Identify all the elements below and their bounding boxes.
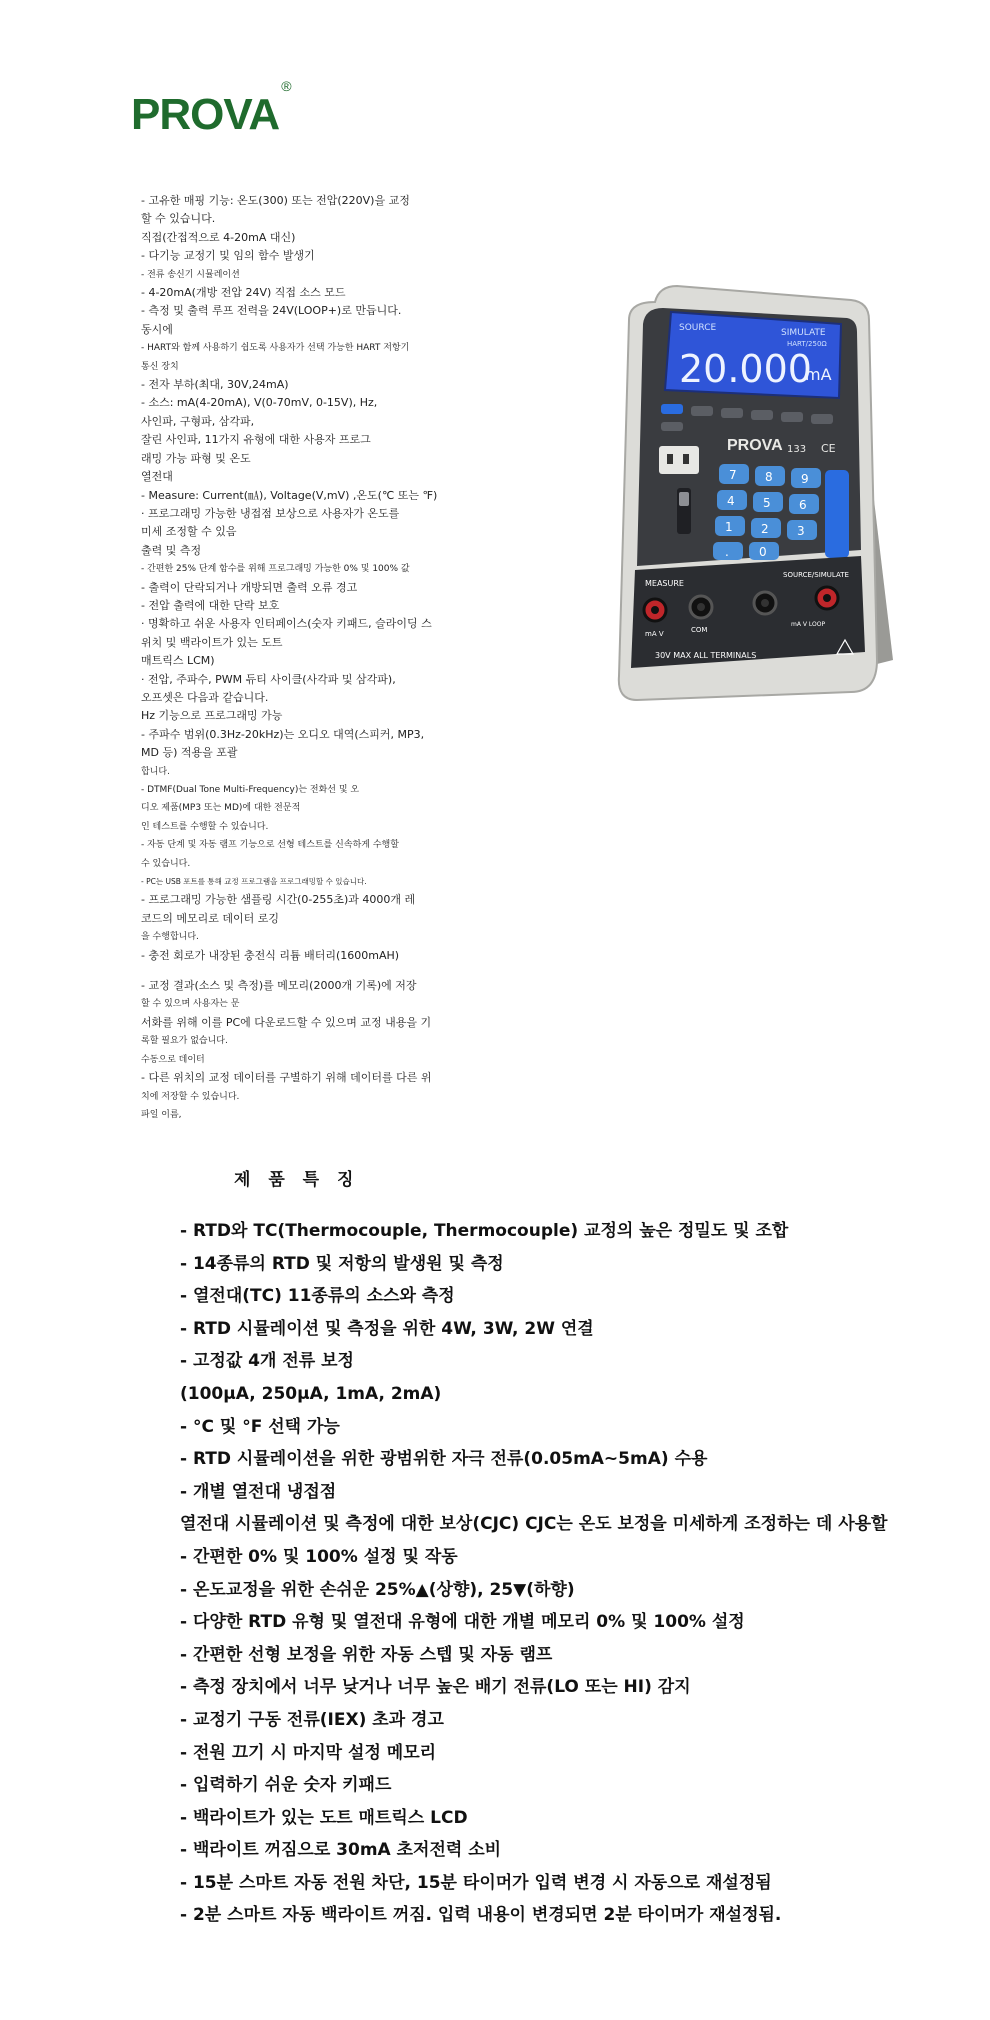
feature-description-left xyxy=(141,192,503,1124)
keypad-key-label: 5 xyxy=(763,496,771,510)
function-button xyxy=(721,408,743,418)
max-voltage-warning: 30V MAX ALL TERMINALS xyxy=(655,651,757,660)
feature-item: - 전원 끄기 시 마지막 설정 메모리 xyxy=(180,1742,437,1763)
device-model-label: 133 xyxy=(787,444,807,455)
slide-switch-knob xyxy=(679,492,689,506)
left-line: 치에 저장할 수 있습니다. xyxy=(141,1091,240,1102)
keypad-key-label: 7 xyxy=(729,468,737,482)
feature-item: - RTD와 TC(Thermocouple, Thermocouple) 교정의 높은 정밀도 및 조합 xyxy=(180,1221,789,1241)
jack-hole xyxy=(761,599,769,607)
tc-connector-pin xyxy=(683,454,689,464)
feature-item: - 개별 열전대 냉접점 xyxy=(180,1481,337,1502)
left-line: 잘린 사인파, 11가지 유형에 대한 사용자 프로그 xyxy=(141,433,371,447)
left-line: 동시에 xyxy=(141,322,173,336)
left-line: 할 수 있으며 사용자는 문 xyxy=(141,999,240,1010)
function-button xyxy=(811,414,833,424)
left-line: 위치 및 백라이트가 있는 도트 xyxy=(141,635,283,649)
function-button xyxy=(661,422,683,431)
screen-hart-label: HART/250Ω xyxy=(787,340,827,348)
left-line: 수동으로 데이터 xyxy=(141,1054,205,1065)
screen-value: 20.000 xyxy=(679,347,812,391)
section-title: 제 품 특 징 xyxy=(234,1170,360,1190)
enter-key xyxy=(825,470,849,558)
feature-item: (100μA, 250μA, 1mA, 2mA) xyxy=(180,1383,442,1404)
tc-connector-socket xyxy=(659,446,699,474)
function-button xyxy=(691,406,713,416)
left-line: - 간편한 25% 단계 함수를 위해 프로그래밍 가능한 0% 및 100% 값 xyxy=(141,564,410,575)
left-line: 사인파, 구형파, 삼각파, xyxy=(141,414,255,428)
feature-item: 열전대 시뮬레이션 및 측정에 대한 보상(CJC) CJC는 온도 보정을 미세하게 조정하는 데 사용할 xyxy=(180,1514,888,1535)
left-line: - 다른 위치의 교정 데이터를 구별하기 위해 데이터를 다른 위 xyxy=(141,1071,432,1085)
left-line: - 주파수 범위(0.3Hz-20kHz)는 오디오 대역(스피커, MP3, xyxy=(141,727,425,741)
screen-unit: mA xyxy=(805,365,832,384)
left-line: 매트릭스 LCM) xyxy=(141,654,215,668)
left-line: 직접(간접적으로 4-20mA 대신) xyxy=(141,230,296,244)
feature-item: - 15분 스마트 자동 전원 차단, 15분 타이머가 입력 변경 시 자동으로 재설정됨 xyxy=(180,1872,772,1893)
function-button-blue xyxy=(661,404,683,414)
feature-item: - 교정기 구동 전류(IEX) 초과 경고 xyxy=(180,1709,444,1730)
measure-label: MEASURE xyxy=(645,579,684,588)
source-simulate-label: SOURCE/SIMULATE xyxy=(783,571,849,579)
left-line: - 소스: mA(4-20mA), V(0-70mV, 0-15V), Hz, xyxy=(141,396,378,410)
left-line: 파일 이름, xyxy=(141,1109,182,1120)
left-line: Hz 기능으로 프로그래밍 가능 xyxy=(141,709,283,723)
left-line: 인 테스트를 수행할 수 있습니다. xyxy=(141,821,269,832)
keypad-key-label: 2 xyxy=(761,522,769,536)
feature-item: - °C 및 °F 선택 가능 xyxy=(180,1416,340,1437)
left-line: - 출력이 단락되거나 개방되면 출력 오류 경고 xyxy=(141,580,358,594)
device-brand-label: PROVA xyxy=(727,437,783,454)
feature-item: - 열전대(TC) 11종류의 소스와 측정 xyxy=(180,1286,455,1307)
left-line: 록할 필요가 없습니다. xyxy=(141,1036,228,1047)
keypad-key-label: 8 xyxy=(765,470,773,484)
tc-connector-pin xyxy=(667,454,673,464)
feature-item: - RTD 시뮬레이션을 위한 광범위한 자극 전류(0.05mA~5mA) 수용 xyxy=(180,1449,708,1470)
loop-label: mA V LOOP xyxy=(791,621,826,628)
function-button xyxy=(751,410,773,420)
left-line: - Measure: Current(㎃), Voltage(V,mV) ,온도(℃ 또는 ℉) xyxy=(141,488,438,502)
left-line: - 고유한 매핑 기능: 온도(300) 또는 전압(220V)을 교정 xyxy=(141,194,410,207)
prova-logo xyxy=(131,78,291,139)
left-line: 서화를 위해 이를 PC에 다운로드할 수 있으며 교정 내용을 기 xyxy=(141,1015,432,1029)
left-line: · 명확하고 쉬운 사용자 인터페이스(숫자 키패드, 슬라이딩 스 xyxy=(141,617,432,631)
left-line: 할 수 있습니다. xyxy=(141,212,216,226)
com-label: COM xyxy=(691,626,708,634)
left-line: - 교정 결과(소스 및 측정)를 메모리(2000개 기록)에 저장 xyxy=(141,979,417,993)
feature-item: - 입력하기 쉬운 숫자 키패드 xyxy=(180,1775,392,1796)
feature-item: - 백라이트가 있는 도트 매트릭스 LCD xyxy=(180,1807,468,1828)
registered-mark: ® xyxy=(281,78,291,95)
jack-hole xyxy=(823,594,831,602)
feature-item: - 고정값 4개 전류 보정 xyxy=(180,1351,354,1372)
left-line: 미세 조정할 수 있음 xyxy=(141,525,237,539)
feature-item: - RTD 시뮬레이션 및 측정을 위한 4W, 3W, 2W 연결 xyxy=(180,1318,594,1339)
left-line: - 전류 송신기 시뮬레이션 xyxy=(141,269,240,280)
ce-mark: CE xyxy=(821,442,836,455)
left-line: - DTMF(Dual Tone Multi-Frequency)는 전화선 및 오 xyxy=(141,785,360,795)
left-line: 을 수행합니다. xyxy=(141,932,199,943)
left-line: 합니다. xyxy=(141,766,170,777)
left-line: - PC는 USB 포트를 통해 교정 프로그램을 프로그래밍할 수 있습니다. xyxy=(141,877,367,887)
left-line: - 자동 단계 및 자동 램프 기능으로 선형 테스트를 신속하게 수행할 xyxy=(141,840,399,851)
keypad-key-label: 3 xyxy=(797,524,805,538)
left-line: - 측정 및 출력 루프 전력을 24V(LOOP+)로 만듭니다. xyxy=(141,304,402,318)
left-line: - HART와 함께 사용하기 쉽도록 사용자가 선택 가능한 HART 저항기 xyxy=(141,343,410,354)
left-line: 통신 장치 xyxy=(141,361,179,372)
feature-item: - 간편한 선형 보정을 위한 자동 스텝 및 자동 램프 xyxy=(180,1644,553,1665)
keypad-key-label: . xyxy=(725,545,729,559)
left-line: 출력 및 측정 xyxy=(141,543,202,557)
screen-simulate-label: SIMULATE xyxy=(781,328,826,338)
feature-item: - 다양한 RTD 유형 및 열전대 유형에 대한 개별 메모리 0% 및 100% 설정 xyxy=(180,1612,745,1633)
left-line: 코드의 메모리로 데이터 로깅 xyxy=(141,911,280,925)
left-line: · 프로그래밍 가능한 냉접점 보상으로 사용자가 온도를 xyxy=(141,506,400,520)
function-button xyxy=(781,412,803,422)
jack-hole xyxy=(697,603,705,611)
feature-list xyxy=(180,1215,980,1932)
left-line: 열전대 xyxy=(141,470,173,484)
keypad-key-label: 0 xyxy=(759,545,767,559)
left-line: 래밍 가능 파형 및 온도 xyxy=(141,451,251,465)
feature-item: - 측정 장치에서 너무 낮거나 너무 높은 배기 전류(LO 또는 HI) 감지 xyxy=(180,1677,691,1698)
feature-item: - 14종류의 RTD 및 저항의 발생원 및 측정 xyxy=(180,1253,504,1274)
feature-item: - 2분 스마트 자동 백라이트 꺼짐. 입력 내용이 변경되면 2분 타이머가 재설정됨. xyxy=(180,1905,782,1926)
left-line: - 전압 출력에 대한 단락 보호 xyxy=(141,598,280,612)
left-line: - 전자 부하(최대, 30V,24mA) xyxy=(141,378,289,392)
keypad-key-label: 1 xyxy=(725,520,733,534)
screen-source-label: SOURCE xyxy=(679,323,717,333)
mav-label: mA V xyxy=(645,630,664,638)
left-line: - 4-20mA(개방 전압 24V) 직접 소스 모드 xyxy=(141,286,346,300)
left-line: · 전압, 주파수, PWM 듀티 사이클(사각파 및 삼각파), xyxy=(141,672,396,686)
keypad-key-label: 4 xyxy=(727,494,735,508)
feature-item: - 온도교정을 위한 손쉬운 25%▲(상향), 25▼(하향) xyxy=(180,1579,575,1600)
jack-hole xyxy=(651,606,659,614)
left-line: 수 있습니다. xyxy=(141,858,191,869)
left-line: - 프로그래밍 가능한 샘플링 시간(0-255초)과 4000개 레 xyxy=(141,893,416,907)
left-line: - 충전 회로가 내장된 충전식 리튬 배터리(1600mAH) xyxy=(141,948,400,962)
left-line: 오프셋은 다음과 같습니다. xyxy=(141,690,269,704)
logo-text: PROVA xyxy=(131,90,280,139)
keypad-key-label: 6 xyxy=(799,498,807,512)
left-line: 디오 제품(MP3 또는 MD)에 대한 전문적 xyxy=(141,803,301,814)
left-line: - 다기능 교정기 및 임의 함수 발생기 xyxy=(141,249,315,263)
left-line: MD 등) 적용을 포괄 xyxy=(141,746,238,760)
calibrator-device-image xyxy=(615,280,895,710)
keypad-key-label: 9 xyxy=(801,472,809,486)
feature-item: - 간편한 0% 및 100% 설정 및 작동 xyxy=(180,1546,458,1567)
feature-item: - 백라이트 꺼짐으로 30mA 초저전력 소비 xyxy=(180,1840,502,1861)
